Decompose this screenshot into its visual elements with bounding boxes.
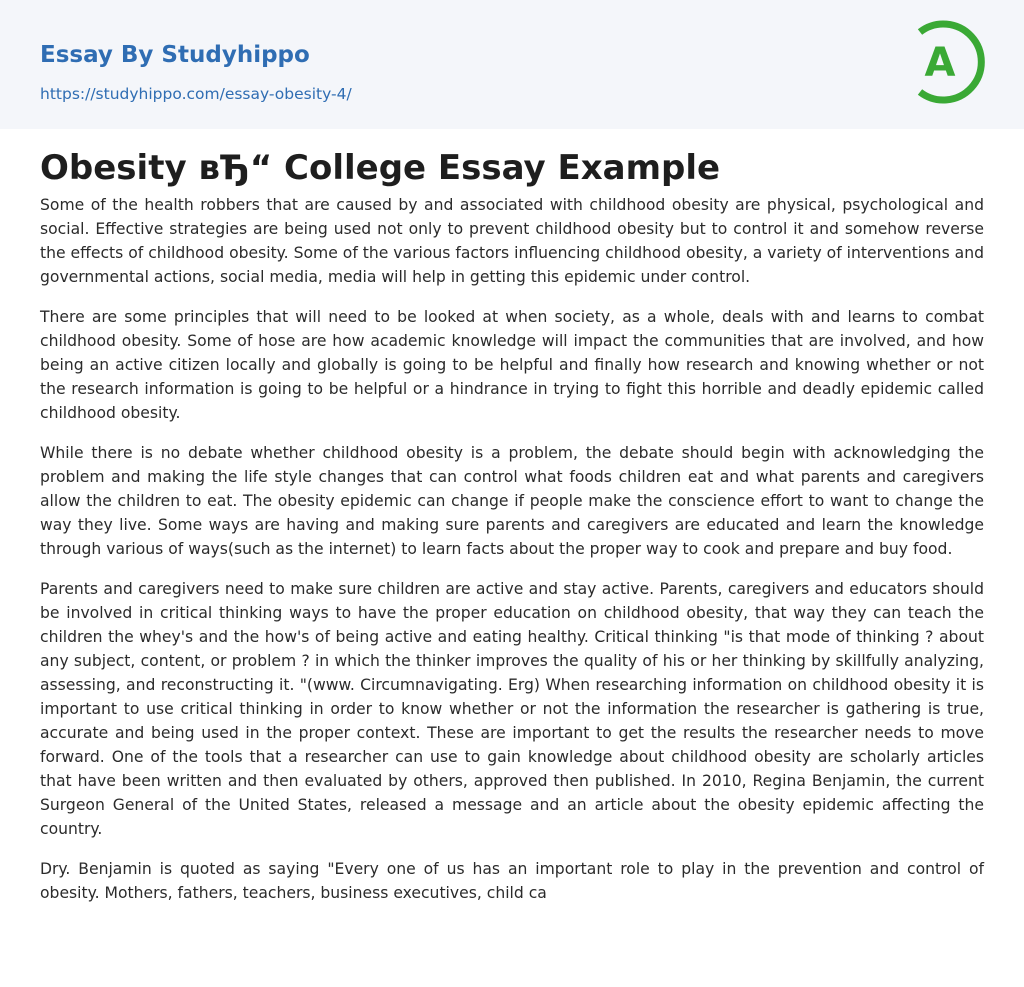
essay-paragraph-3: While there is no debate whether childhood obesity is a problem, the debate should begin with acknowledging the problem and making the life style changes that can control what foods children eat and what parents and caregivers allow the children to eat. The obesity epidemic can change if people make the conscience effort to want to change the way they live. Some ways are having and making sure parents and caregivers are educated and learn the knowledge through various of ways(such as the internet) to learn facts about the proper way to cook and prepare and buy food. xyxy=(40,444,984,558)
essay-paragraph-4: Parents and caregivers need to make sure children are active and stay active. Parents, caregivers and educators should be involved in critical thinking ways to have the proper education on childhood obesity, that way they can teach the children the whey's and the how's of being active and eating healthy. Critical thinking "is that mode of thinking ? about any subject, content, or problem ? in which the thinker improves the quality of his or her thinking by skillfully analyzing, assessing, and reconstructing it. "(www. Circumnavigating. Erg) When researching information on childhood obesity it is important to use critical thinking in order to know whether or not the information the researcher is gathering is true, accurate and being used in the proper context. These are important to get the results the researcher needs to move forward. One of the tools that a researcher can use to gain knowledge about childhood obesity are scholarly articles that have been written and then evaluated by others, approved then published. In 2010, Regina Benjamin, the current Surgeon General of the United States, released a message and an article about the obesity epidemic affecting the country. xyxy=(40,580,984,838)
site-header xyxy=(0,0,1024,129)
essay-paragraph-1: Some of the health robbers that are caused by and associated with childhood obesity are physical, psychological and social. Effective strategies are being used not only to prevent childhood obesity but to control it and somehow reverse the effects of childhood obesity. Some of the various factors influencing childhood obesity, a variety of interventions and governmental actions, social media, media will help in getting this epidemic under control. xyxy=(40,196,984,286)
site-brand[interactable]: Essay By Studyhippo xyxy=(40,42,310,68)
essay-url-link[interactable]: https://studyhippo.com/essay-obesity-4/ xyxy=(40,85,352,103)
essay-paragraph-5: Dry. Benjamin is quoted as saying "Every one of us has an important role to play in the prevention and control of obesity. Mothers, fathers, teachers, business executives, child ca xyxy=(40,860,984,902)
essay-content xyxy=(0,129,1024,905)
logo-letter: A xyxy=(924,40,956,86)
essay-paragraph-2: There are some principles that will need to be looked at when society, as a whole, deals with and learns to combat childhood obesity. Some of hose are how academic knowledge will impact the communities that are involved, and how being an active citizen locally and globally is going to be helpful and finally how research and knowing whether or not the research information is going to be helpful or a hindrance in trying to fight this horrible and deadly epidemic called childhood obesity. xyxy=(40,308,984,422)
essay-title: Obesity вЂ“ College Essay Example xyxy=(40,148,721,188)
studyhippo-logo[interactable] xyxy=(912,20,986,104)
logo-icon xyxy=(912,20,986,104)
